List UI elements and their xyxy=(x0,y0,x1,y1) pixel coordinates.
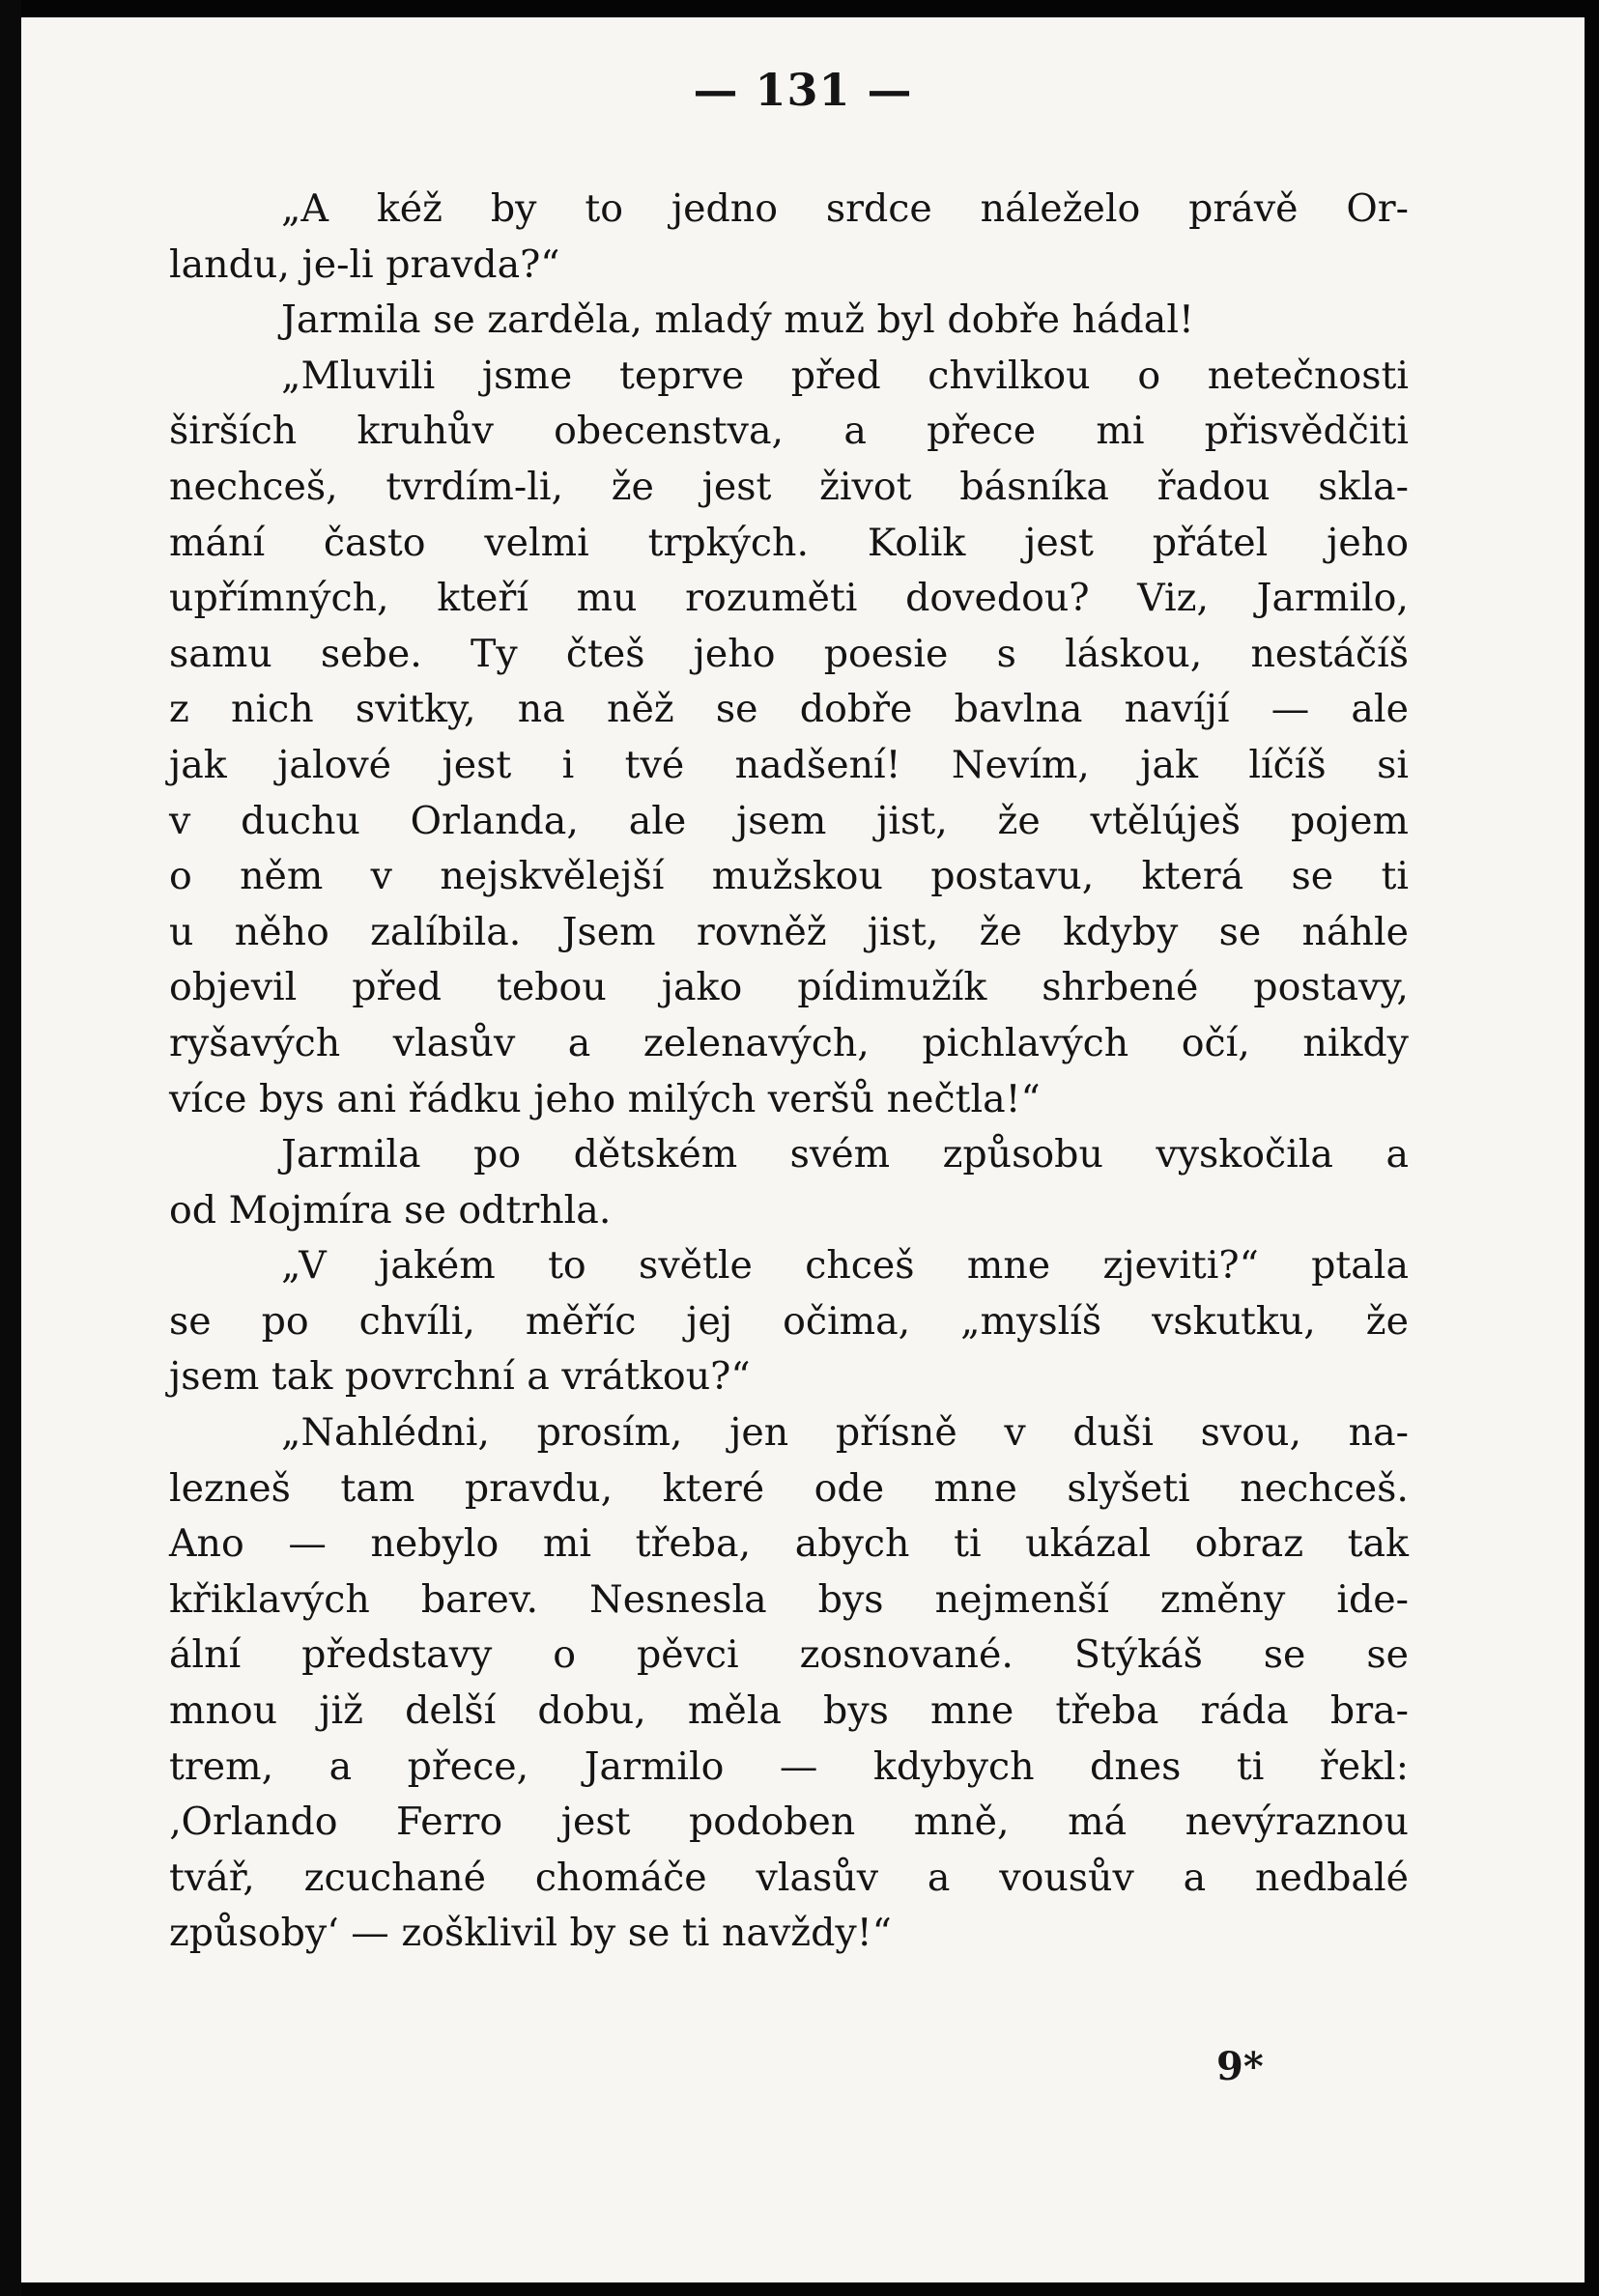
printer-signature: 9* xyxy=(1216,2044,1264,2089)
text-line: od Mojmíra se odtrhla. xyxy=(169,1187,612,1233)
text-line: širších kruhův obecenstva, a přece mi přisvědčiti xyxy=(169,409,1409,454)
text-line: samu sebe. Ty čteš jeho poesie s láskou, nestáčíš xyxy=(169,631,1409,676)
text-line: u něho zalíbila. Jsem rovněž jist, že kdyby se náhle xyxy=(169,909,1409,954)
text-line: jak jalové jest i tvé nadšení! Nevím, jak líčíš si xyxy=(169,742,1409,787)
text-line: ální představy o pěvci zosnované. Stýkáš se se xyxy=(169,1632,1409,1678)
book-page xyxy=(21,17,1585,2282)
text-line: se po chvíli, měříc jej očima, „myslíš vskutku, že xyxy=(169,1298,1409,1344)
text-line: upřímných, kteří mu rozuměti dovedou? Viz, Jarmilo, xyxy=(169,576,1409,621)
text-line: jsem tak povrchní a vrátkou?“ xyxy=(169,1354,751,1400)
text-line: Jarmila po dětském svém způsobu vyskočila a xyxy=(281,1132,1409,1177)
text-line: o něm v nejskvělejší mužskou postavu, která se ti xyxy=(169,854,1409,899)
text-line: způsoby‘ — zošklivil by se ti navždy!“ xyxy=(169,1911,892,1956)
text-line: „A kéž by to jedno srdce náleželo právě Or- xyxy=(281,186,1409,231)
page-number: — 131 — xyxy=(693,64,913,116)
text-line: více bys ani řádku jeho milých veršů nečtla!“ xyxy=(169,1076,1041,1121)
text-line: „Mluvili jsme teprve před chvilkou o netečnosti xyxy=(281,353,1409,398)
text-line: mnou již delší dobu, měla bys mne třeba ráda bra- xyxy=(169,1688,1409,1734)
text-line: ‚Orlando Ferro jest podoben mně, má nevýraznou xyxy=(169,1800,1409,1845)
text-line: landu, je-li pravda?“ xyxy=(169,241,560,287)
text-line: lezneš tam pravdu, které ode mne slyšeti nechceš. xyxy=(169,1465,1409,1511)
text-line: „Nahlédni, prosím, jen přísně v duši svou, na- xyxy=(281,1410,1409,1456)
text-line: „V jakém to světle chceš mne zjeviti?“ ptala xyxy=(281,1243,1409,1289)
text-line: mání často velmi trpkých. Kolik jest přátel jeho xyxy=(169,520,1409,565)
text-line: nechceš, tvrdím-li, že jest život básníka řadou skla- xyxy=(169,464,1409,509)
text-line: Ano — nebylo mi třeba, abych ti ukázal obraz tak xyxy=(169,1521,1409,1567)
scan-left-edge xyxy=(0,0,21,2296)
text-line: Jarmila se zarděla, mladý muž byl dobře hádal! xyxy=(281,298,1194,343)
text-line: z nich svitky, na něž se dobře bavlna navíjí — ale xyxy=(169,687,1409,732)
text-line: v duchu Orlanda, ale jsem jist, že vtělúješ pojem xyxy=(169,798,1409,843)
text-line: tvář, zcuchané chomáče vlasův a vousův a nedbalé xyxy=(169,1855,1409,1900)
text-line: ryšavých vlasův a zelenavých, pichlavých očí, nikdy xyxy=(169,1020,1409,1065)
text-line: trem, a přece, Jarmilo — kdybych dnes ti řekl: xyxy=(169,1743,1409,1789)
page-body-text xyxy=(169,182,1409,1962)
text-line: objevil před tebou jako pídimužík shrbené postavy, xyxy=(169,965,1409,1010)
text-line: křiklavých barev. Nesnesla bys nejmenší změny ide- xyxy=(169,1576,1409,1622)
